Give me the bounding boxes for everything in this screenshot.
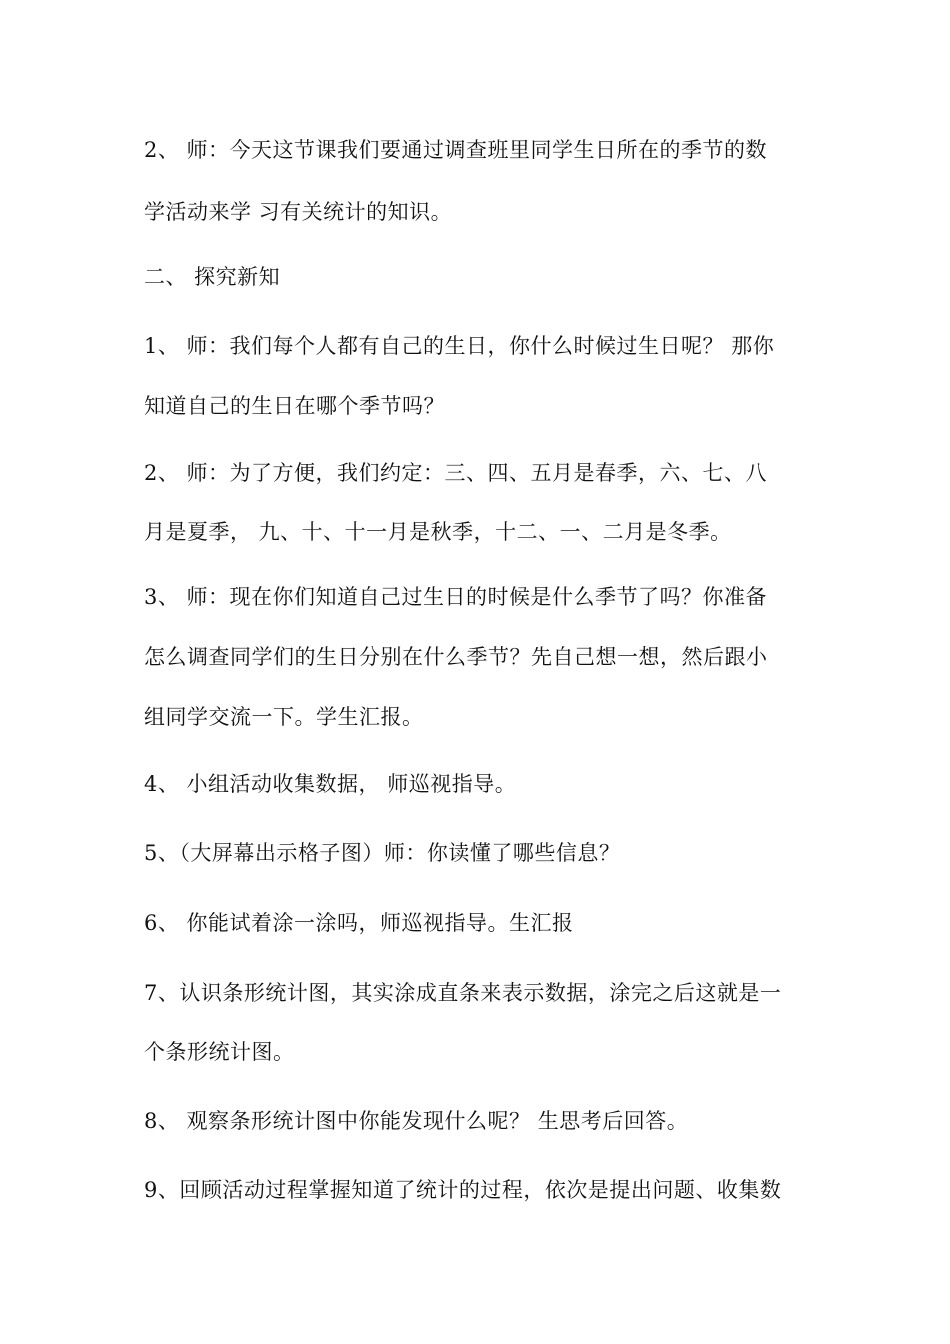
text-line: 1、 师：我们每个人都有自己的生日，你什么时候过生日呢？ 那你 [144,334,775,358]
section-heading: 二、 探究新知 [144,265,281,289]
text-line: 组同学交流一下。学生汇报。 [144,705,424,729]
text-line: 个条形统计图。 [144,1040,295,1064]
text-line: 5、（大屏幕出示格子图）师：你读懂了哪些信息？ [144,841,621,865]
text-line: 2、 师：为了方便，我们约定：三、四、五月是春季，六、七、八 [144,461,768,485]
text-line: 2、 师：今天这节课我们要通过调查班里同学生日所在的季节的数 [144,138,768,162]
text-line: 月是夏季， 九、十、十一月是秋季，十二、一、二月是冬季。 [144,520,732,544]
text-line: 8、 观察条形统计图中你能发现什么呢？ 生思考后回答。 [144,1109,689,1133]
text-line: 9、回顾活动过程掌握知道了统计的过程，依次是提出问题、收集数 [144,1178,782,1202]
text-line: 3、 师：现在你们知道自己过生日的时候是什么季节了吗？你准备 [144,585,768,609]
text-line: 6、 你能试着涂一涂吗，师巡视指导。生汇报 [144,911,574,935]
text-line: 4、 小组活动收集数据， 师巡视指导。 [144,772,517,796]
text-line: 知道自己的生日在哪个季节吗？ [144,394,445,418]
text-line: 怎么调查同学们的生日分别在什么季节？先自己想一想，然后跟小 [144,645,768,669]
text-line: 7、认识条形统计图，其实涂成直条来表示数据，涂完之后这就是一 [144,981,782,1005]
text-line: 学活动来学 习有关统计的知识。 [144,200,453,224]
